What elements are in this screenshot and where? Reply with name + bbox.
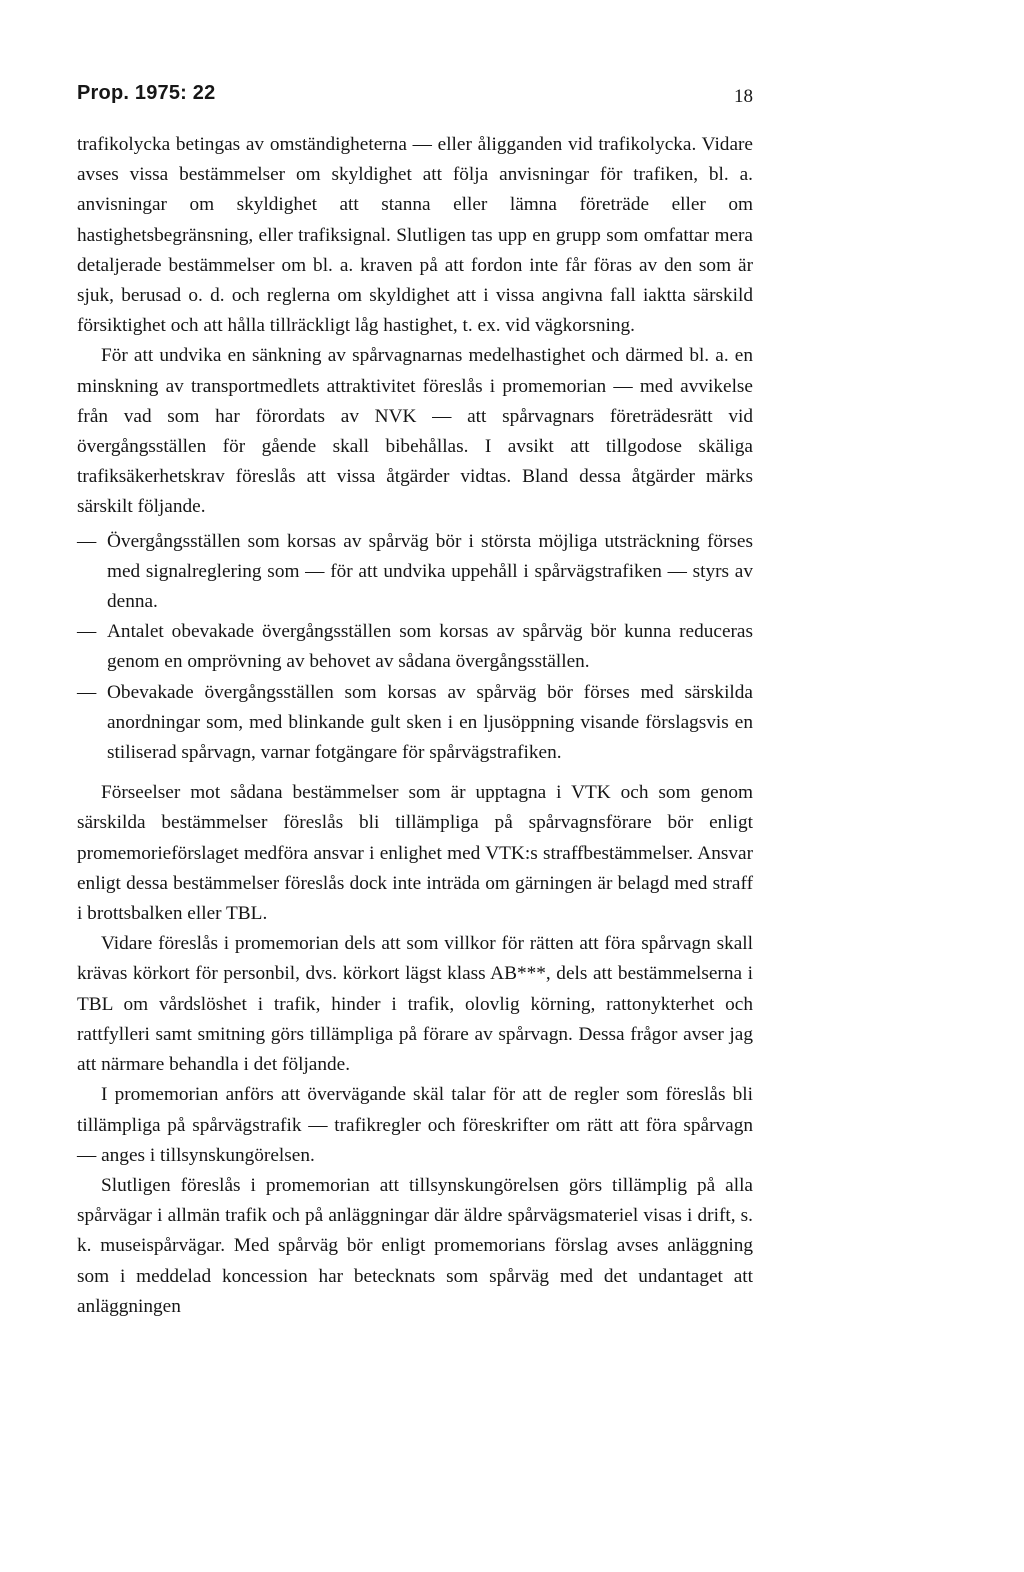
measures-list [77, 527, 753, 769]
document-body [77, 130, 753, 1322]
document-page [77, 82, 753, 1322]
paragraph-continued: trafikolycka betingas av omständigheterna — eller åligganden vid trafikolycka. Vidare avses vissa bestämmelser om skyldighet att följa anvisningar för trafiken, bl. a. anvisningar om skyldighet att stanna eller lämna företräde eller om hastighetsbegränsning, eller trafiksignal. Slutligen tas upp en grupp som omfattar mera detaljerade bestämmelser om bl. a. kraven på att fordon inte får föras av den som är sjuk, berusad o. d. och reglerna om skyldighet att i vissa angivna fall iaktta särskild försiktighet och att hålla tillräckligt låg hastighet, t. ex. vid vägkorsning. [77, 134, 753, 337]
paragraph: Förseelser mot sådana bestämmelser som är upptagna i VTK och som genom särskilda bestämmelser föreslås bli tillämpliga på spårvagnsförare bör enligt promemorieförslaget medföra ansvar i enlighet med VTK:s straffbestämmelser. Ansvar enligt dessa bestämmelser föreslås dock inte inträda om gärningen är belagd med straff i brottsbalken eller TBL. [77, 782, 753, 925]
paragraph: För att undvika en sänkning av spårvagnarnas medelhastighet och därmed bl. a. en minskning av transportmedlets attraktivitet föreslås i promemorian — med avvikelse från vad som har förordats av NVK — att spårvagnars företrädesrätt vid övergångsställen för gående skall bibehållas. I avsikt att tillgodose skäliga trafiksäkerhetskrav föreslås att vissa åtgärder vidtas. Bland dessa åtgärder märks särskilt följande. [77, 345, 753, 518]
list-item-text: Antalet obevakade övergångsställen som korsas av spårväg bör kunna reduceras genom en omprövning av behovet av sådana övergångsställen. [107, 621, 753, 673]
list-item [77, 527, 753, 618]
page-number: 18 [734, 86, 753, 107]
list-item-text: Obevakade övergångsställen som korsas av spårväg bör förses med särskilda anordningar som, med blinkande gult sken i en ljusöppning visande förslagsvis en stiliserad spårvagn, varnar fotgängare för spårvägstrafiken. [107, 681, 753, 764]
dash-bullet: — [77, 530, 97, 552]
list-item [77, 617, 753, 677]
document-reference: Prop. 1975: 22 [77, 82, 216, 104]
paragraph: Slutligen föreslås i promemorian att tillsynskungörelsen görs tillämplig på alla spårvägar i allmän trafik och på anläggningar där äldre spårvägsmateriel visas i drift, s. k. museispårvägar. Med spårväg bör enligt promemorians förslag avses anläggning som i meddelad koncession har betecknats som spårväg med det undantaget att anläggningen [77, 1174, 753, 1317]
list-item-text: Övergångsställen som korsas av spårväg bör i största möjliga utsträckning förses med signalreglering som — för att undvika uppehåll i spårvägstrafiken — styrs av denna. [107, 530, 753, 613]
dash-bullet: — [77, 621, 97, 643]
list-item [77, 678, 753, 769]
paragraph: Vidare föreslås i promemorian dels att som villkor för rätten att föra spårvagn skall krävas körkort för personbil, dvs. körkort lägst klass AB***, dels att bestämmelserna i TBL om vårdslöshet i trafik, hinder i trafik, olovlig körning, rattonykterhet och rattfylleri samt smitning görs tillämpliga på förare av spårvagn. Dessa frågor avser jag att närmare behandla i det följande. [77, 933, 753, 1076]
running-header [77, 82, 753, 118]
dash-bullet: — [77, 681, 97, 703]
paragraph: I promemorian anförs att övervägande skäl talar för att de regler som föreslås bli tillämpliga på spårvägstrafik — trafikregler och föreskrifter om rätt att föra spårvagn — anges i tillsynskungörelsen. [77, 1084, 753, 1166]
